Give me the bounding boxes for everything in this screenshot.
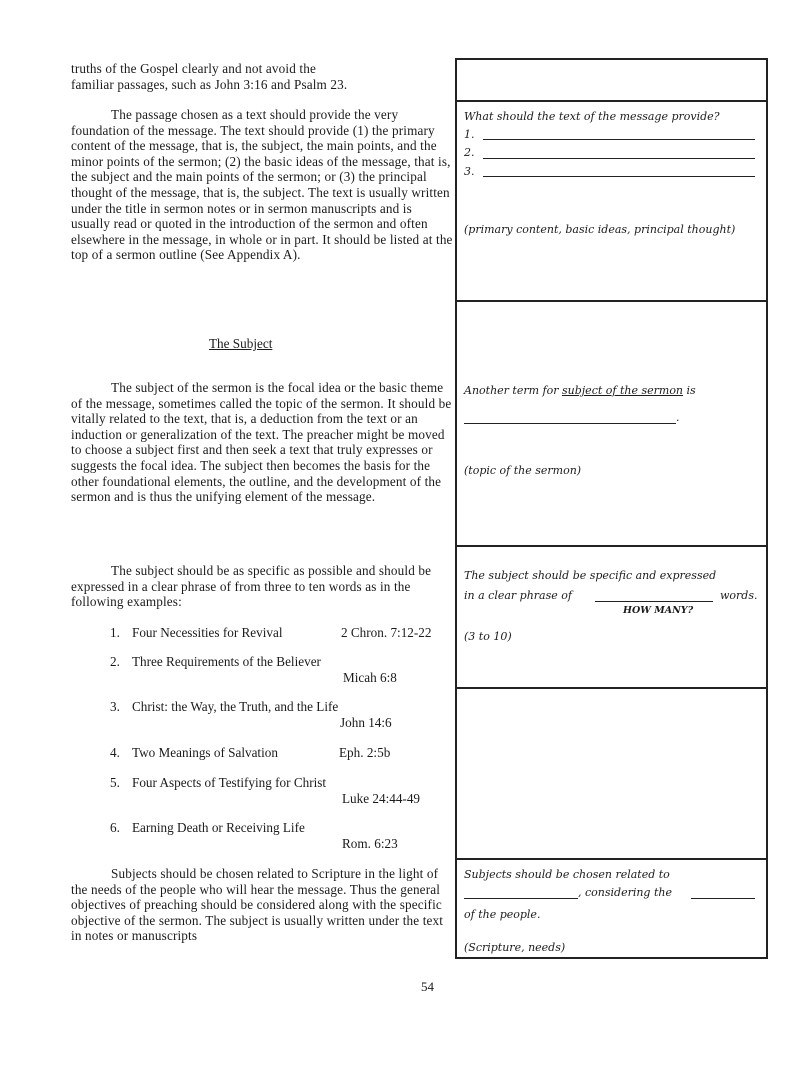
paragraph-text: The passage chosen as a text should provide the very foundation of the message. The text should provide (1) the primary content of the message, that is, the subject, the main points, and the minor points of the sermon; (2) the basic ideas of the message, that is, the subject and the main points of the sermon; or (3) the principal thought of the message, that is, the subject. The text is usually written under the title in sermon notes or in sermon manuscripts and is usually read or quoted in the introduction of the sermon and often elsewhere in the message, in whole or in part. It should be listed at the top of a sermon outline (See Appendix A). xyxy=(71,107,453,263)
answer-key: (Scripture, needs) xyxy=(464,941,566,954)
scripture-ref: 2 Chron. 7:12-22 xyxy=(341,625,432,640)
paragraph-subjects-chosen xyxy=(71,866,453,944)
list-text: Earning Death or Receiving Life xyxy=(132,820,305,835)
hint-label: HOW MANY? xyxy=(623,605,694,616)
blank-number: 3. xyxy=(464,165,475,178)
list-item xyxy=(110,654,321,670)
scripture-ref: Luke 24:44-49 xyxy=(342,791,421,806)
list-item xyxy=(110,820,305,836)
list-text: Christ: the Way, the Truth, and the Life xyxy=(132,699,339,714)
answer-blank-2[interactable] xyxy=(691,898,755,899)
list-item xyxy=(110,745,278,761)
question-text: What should the text of the message provide? xyxy=(464,110,720,123)
question-text: Another term for subject of the sermon is xyxy=(464,384,696,397)
list-number: 6. xyxy=(110,820,120,835)
scripture-ref: Eph. 2:5b xyxy=(339,745,391,760)
question-panel-text xyxy=(457,100,766,302)
blank-line xyxy=(483,139,755,140)
answer-blank-3[interactable] xyxy=(464,163,760,180)
blank-number: 2. xyxy=(464,146,475,159)
list-item xyxy=(110,699,338,715)
answer-blank-1[interactable] xyxy=(464,126,760,143)
scripture-ref: Micah 6:8 xyxy=(343,670,397,685)
answer-key: (topic of the sermon) xyxy=(464,464,582,477)
paragraph-line: familiar passages, such as John 3:16 and Psalm 23. xyxy=(71,76,348,92)
list-text: Three Requirements of the Believer xyxy=(132,654,321,669)
question-text: Subjects should be chosen related to xyxy=(464,868,670,881)
list-number: 3. xyxy=(110,699,120,714)
page-number: 54 xyxy=(421,979,434,994)
empty-panel xyxy=(457,687,766,860)
answer-column xyxy=(455,58,768,959)
answer-blank-1[interactable] xyxy=(464,898,578,899)
scripture-ref: Rom. 6:23 xyxy=(342,836,398,851)
answer-key: (3 to 10) xyxy=(464,630,512,643)
question-panel-subject-term xyxy=(457,300,766,547)
blank-number: 1. xyxy=(464,128,475,141)
answer-key: (primary content, basic ideas, principal thought) xyxy=(464,223,736,236)
paragraph-text-foundation xyxy=(71,107,453,263)
question-text-line2: in a clear phrase of xyxy=(464,589,572,602)
question-suffix: words. xyxy=(720,589,758,602)
list-text: Four Aspects of Testifying for Christ xyxy=(132,775,327,790)
list-item xyxy=(110,625,283,641)
list-number: 2. xyxy=(110,654,120,669)
paragraph-intro xyxy=(71,61,453,92)
question-panel-specific xyxy=(457,545,766,689)
list-text: Four Necessities for Revival xyxy=(132,625,283,640)
scripture-ref: John 14:6 xyxy=(340,715,392,730)
paragraph-text: Subjects should be chosen related to Scripture in the light of the needs of the people who will hear the message. Thus the general objectives of preaching should be considered along with the specific objective of the sermon. The subject is usually written under the text in notes or manuscripts xyxy=(71,866,444,944)
paragraph-subject-definition xyxy=(71,380,453,505)
blank-line xyxy=(483,158,755,159)
section-heading: The Subject xyxy=(209,336,273,351)
paragraph-text: The subject of the sermon is the focal idea or the basic theme of the message, sometimes called the topic of the sermon. It should be vitally related to the text, that is, a deduction from the text or an induction or generalization of the text. The preacher might be moved to choose a subject first and then seek a text that truly expresses or suggests the focal idea. The subject then becomes the basis for the other foundational elements, the outline, and the development of the sermon and is thus the unifying element of the message. xyxy=(71,380,452,505)
paragraph-subject-specific xyxy=(71,563,453,610)
list-number: 1. xyxy=(110,625,120,640)
list-number: 4. xyxy=(110,745,120,760)
list-number: 5. xyxy=(110,775,120,790)
question-text-end: of the people. xyxy=(464,908,541,921)
paragraph-line: truths of the Gospel clearly and not avoid the xyxy=(71,61,316,76)
blank-period: . xyxy=(676,411,680,424)
question-panel-chosen xyxy=(457,858,766,960)
underlined-term: subject of the sermon xyxy=(562,384,684,397)
list-text: Two Meanings of Salvation xyxy=(132,745,278,760)
blank-line xyxy=(483,176,755,177)
question-text: The subject should be specific and expressed xyxy=(464,569,717,582)
question-text-mid: , considering the xyxy=(578,886,672,899)
list-item xyxy=(110,775,326,791)
paragraph-text: The subject should be as specific as possible and should be expressed in a clear phrase of from three to ten words as in the following examples: xyxy=(71,563,432,610)
answer-blank[interactable] xyxy=(464,423,676,424)
